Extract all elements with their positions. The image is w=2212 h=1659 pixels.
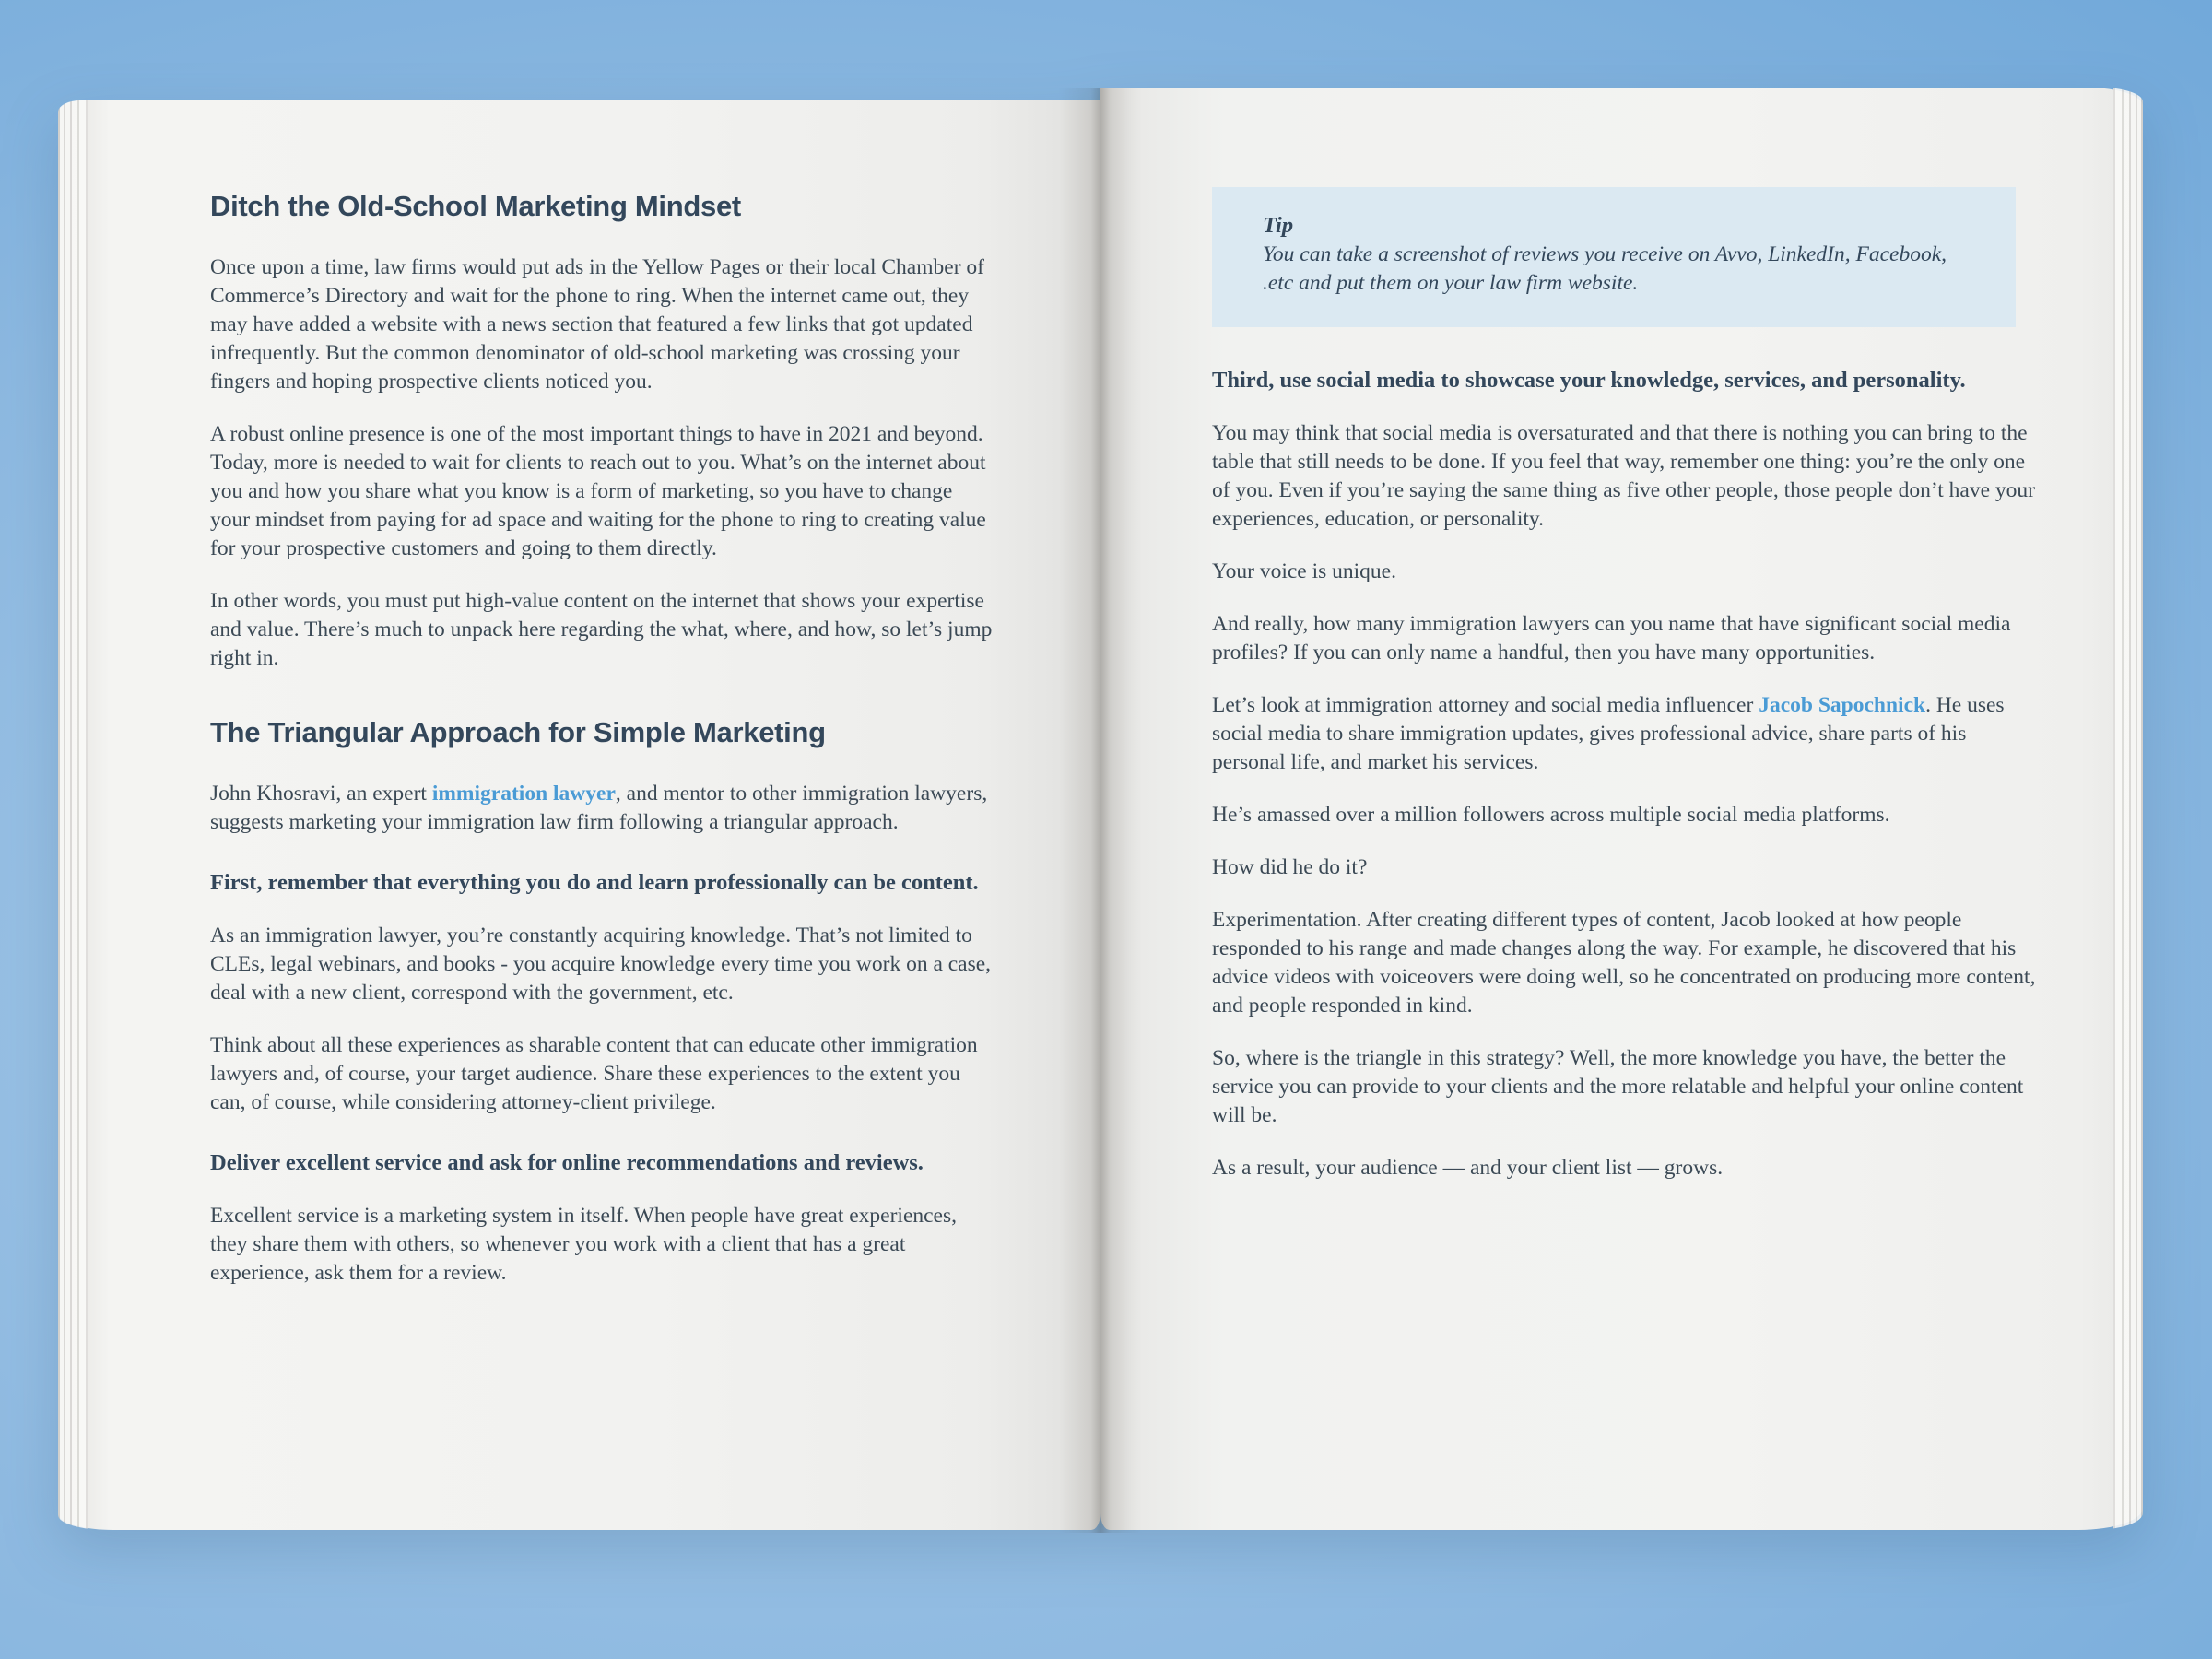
paragraph: And really, how many immigration lawyers can you name that have significant social media profiles? If you can only name a handful, then you have many opportunities. xyxy=(1212,612,2011,665)
paragraph-with-link xyxy=(210,780,997,837)
paragraph: Experimentation. After creating different types of content, Jacob looked at how people responded to his range and made changes along the way. For example, he discovered that his advice videos with voiceovers were doing well, so he concentrated on producing more content, and people responded in kind. xyxy=(1212,908,2036,1018)
paragraph: How did he do it? xyxy=(1212,855,1368,879)
paragraph: Your voice is unique. xyxy=(1212,559,1396,583)
paragraph: So, where is the triangle in this strategy? Well, the more knowledge you have, the better the service you can provide to your clients and the more relatable and helpful your online content will be. xyxy=(1212,1046,2024,1127)
tip-body-text: You can take a screenshot of reviews you receive on Avvo, LinkedIn, Facebook, .etc and put them on your law firm website. xyxy=(1263,242,1947,295)
subhead-deliver-excellent-service: Deliver excellent service and ask for online recommendations and reviews. xyxy=(210,1149,924,1175)
tip-callout-box xyxy=(1212,187,2016,327)
tip-title: Tip xyxy=(1263,213,1294,238)
paragraph: Excellent service is a marketing system in itself. When people have great experiences, they share them with others, so whenever you work with a client that has a great experience, ask them for a review. xyxy=(210,1203,958,1285)
section-heading-old-school: Ditch the Old-School Marketing Mindset xyxy=(210,190,741,222)
paragraph: He’s amassed over a million followers across multiple social media platforms. xyxy=(1212,803,1890,827)
right-page xyxy=(1100,88,2143,1530)
left-page xyxy=(58,100,1100,1530)
subhead-everything-can-be-content: First, remember that everything you do and learn professionally can be content. xyxy=(210,869,979,895)
section-heading-triangular-approach: The Triangular Approach for Simple Marketing xyxy=(210,715,826,748)
immigration-lawyer-link[interactable]: immigration lawyer xyxy=(431,781,616,806)
paragraph: In other words, you must put high-value content on the internet that shows your expertise and value. There’s much to unpack here regarding the what, where, and how, so let’s jump right in. xyxy=(210,588,993,670)
paragraph: As an immigration lawyer, you’re constantly acquiring knowledge. That’s not limited to CLEs, legal webinars, and books - you acquire knowledge every time you work on a case, deal with a new client, correspond with the government, etc. xyxy=(210,923,992,1005)
paragraph-text: . He uses social media to share immigration updates, gives professional advice, share parts of his personal life, and market his services. xyxy=(1212,693,2005,774)
paragraph: You may think that social media is oversaturated and that there is nothing you can bring to the table that still needs to be done. If you feel that way, remember one thing: you’re the only one of you. Even if you’re saying the same thing as five other people, those people don’t have your experiences, education, or personality. xyxy=(1212,421,2035,531)
paragraph: Once upon a time, law firms would put ads in the Yellow Pages or their local Chamber of Commerce’s Directory and wait for the phone to ring. When the internet came out, they may have added a website with a news section that featured a few links that got updated infrequently. But the common denominator of old-school marketing was crossing your fingers and hoping prospective clients noticed you. xyxy=(210,254,984,394)
jacob-sapochnick-link[interactable]: Jacob Sapochnick xyxy=(1759,693,1926,717)
paragraph-with-link xyxy=(1212,691,2041,777)
subhead-use-social-media: Third, use social media to showcase your knowledge, services, and personality. xyxy=(1212,368,1966,393)
open-book xyxy=(58,88,2143,1533)
paragraph-text: Let’s look at immigration attorney and social media influencer xyxy=(1212,693,1759,717)
paragraph: Think about all these experiences as sharable content that can educate other immigration lawyers and, of course, your target audience. Share these experiences to the extent you can, of course, while considering attorney-client privilege. xyxy=(210,1032,978,1114)
paragraph-text: John Khosravi, an expert xyxy=(210,781,432,806)
paragraph-text: , and mentor to other immigration lawyers, suggests marketing your immigration law firm following a triangular approach. xyxy=(210,781,988,834)
paragraph: As a result, your audience — and your client list — grows. xyxy=(1212,1156,1724,1180)
paragraph: A robust online presence is one of the most important things to have in 2021 and beyond. Today, more is needed to wait for clients to reach out to you. What’s on the internet about you and how you share what you know is a form of marketing, so you have to change your mindset from paying for ad space and waiting for the phone to ring to creating value for your prospective customers and going to them directly. xyxy=(210,421,986,560)
